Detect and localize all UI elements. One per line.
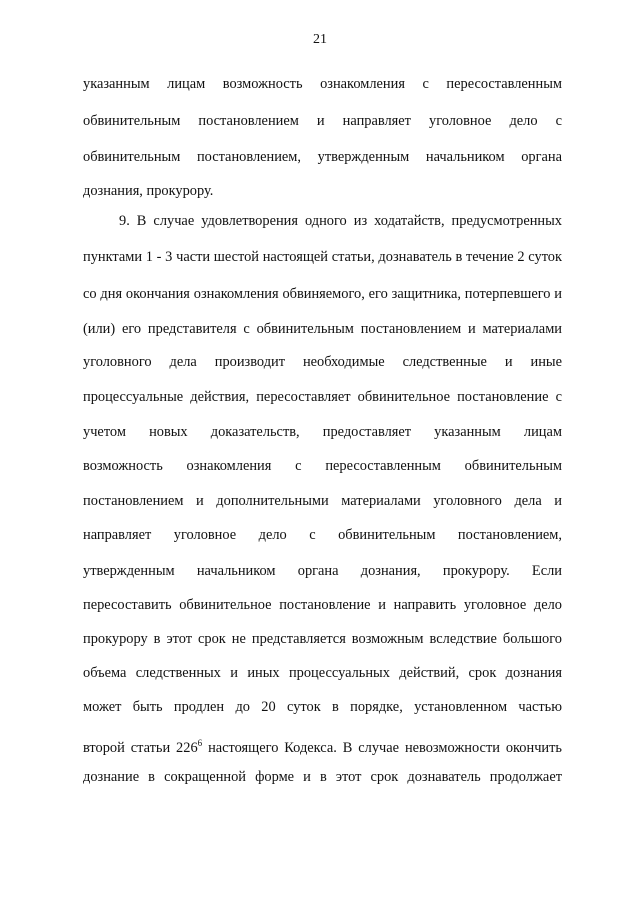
text-line: (или) его представителя с обвинительным постановлением и материалами: [83, 321, 562, 337]
text-line: пересоставить обвинительное постановление и направить уголовное дело: [83, 597, 562, 613]
text-line: прокурору в этот срок не представляется возможным вследствие большого: [83, 631, 562, 647]
article-number: второй статьи 226: [83, 740, 198, 756]
text-line: может быть продлен до 20 суток в порядке, установленном частью: [83, 699, 562, 715]
text-line: указанным лицам возможность ознакомления с пересоставленным: [83, 76, 562, 92]
text-line: возможность ознакомления с пересоставленным обвинительным: [83, 458, 562, 474]
text-line: дознания, прокурору.: [83, 183, 214, 199]
text-line: утвержденным начальником органа дознания, прокурору. Если: [83, 563, 562, 579]
page-number: 21: [313, 32, 327, 47]
text-line: обвинительным постановлением, утвержденным начальником органа: [83, 149, 562, 165]
text-line: дознание в сокращенной форме и в этот срок дознаватель продолжает: [83, 769, 562, 785]
text-line: обвинительным постановлением и направляет уголовное дело с: [83, 113, 562, 129]
text-line: 9. В случае удовлетворения одного из ходатайств, предусмотренных: [119, 213, 562, 229]
article-continuation: настоящего Кодекса. В случае невозможности окончить: [202, 740, 562, 756]
text-line-with-article: [83, 734, 562, 757]
text-line: процессуальные действия, пересоставляет обвинительное постановление с: [83, 389, 562, 405]
text-line: учетом новых доказательств, предоставляет указанным лицам: [83, 424, 562, 440]
text-line: объема следственных и иных процессуальных действий, срок дознания: [83, 665, 562, 681]
text-line: направляет уголовное дело с обвинительным постановлением,: [83, 527, 562, 543]
text-line: пунктами 1 - 3 части шестой настоящей статьи, дознаватель в течение 2 суток: [83, 249, 562, 265]
text-line: со дня окончания ознакомления обвиняемого, его защитника, потерпевшего и: [83, 286, 562, 302]
article-superscript: 6: [197, 738, 203, 748]
text-line: уголовного дела производит необходимые следственные и иные: [83, 354, 562, 370]
text-line: постановлением и дополнительными материалами уголовного дела и: [83, 493, 562, 509]
